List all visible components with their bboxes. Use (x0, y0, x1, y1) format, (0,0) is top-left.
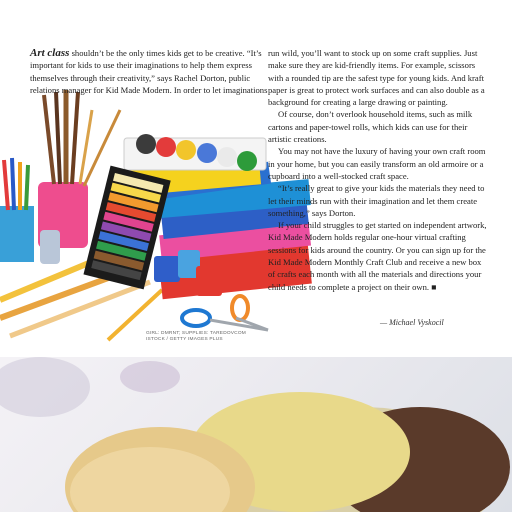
craft-club-text: If your child struggles to get started on independent artwork, Kid Made Modern holds regular one-hour virtual crafting sessions for kids around the country. Or you can sign up for the Kid Made Modern Monthly Craft Club and receive a new box of crafts each month with all the materials and directions your child needs to complete a project on their own. (268, 220, 487, 292)
paragraph-supplies: run wild, you’ll want to stock up on some craft supplies. Just make sure they are kid-friendly items. For example, scissors with a rounded tip are the safest type for young kids. And kraft paper is great to protect work surfaces and can also double as a background for creating a large drawing or painting. (268, 48, 485, 108)
right-column (268, 47, 490, 293)
photo-credit-line-2: ISTOCK / GETTY IMAGES PLUS (146, 337, 223, 342)
photo-credit (146, 331, 246, 343)
intro-text: shouldn’t be the only times kids get to be creative. “It’s important for kids to use their imaginations to help them express themselves through their creativity,” says Rachel Dorton, public relations manager for Kid Made Modern. In order to let imaginations (30, 48, 268, 96)
photo-credit-line-1: GIRL: DMRNT; SUPPLIES: TAREDOVCOM (146, 331, 246, 336)
paragraph-household: Of course, don’t overlook household items, such as milk cartons and paper-towel rolls, which kids can use for their artistic creations. (268, 109, 473, 145)
left-column (30, 47, 270, 97)
intro-paragraph (30, 47, 270, 97)
byline: — Michael Vyskocil (380, 318, 444, 327)
paragraph-craft-club (268, 219, 490, 293)
paragraph-craft-space: You may not have the luxury of having your own craft room in your home, but you can easily transform an old armoire or a cupboard into a well-stocked craft space. (268, 146, 486, 181)
lead-in: Art class (30, 47, 70, 59)
end-mark: ■ (431, 281, 437, 292)
paint-pots (124, 134, 266, 171)
paragraph-quote: “It’s really great to give your kids the materials they need to let their minds run with their imagination and let them create something,” says Dorton. (268, 183, 485, 218)
scissors (182, 296, 268, 330)
glue-bottle (40, 230, 60, 264)
child-painting-image (0, 357, 512, 512)
pencil-cup (0, 158, 34, 262)
child-photo (0, 357, 512, 512)
